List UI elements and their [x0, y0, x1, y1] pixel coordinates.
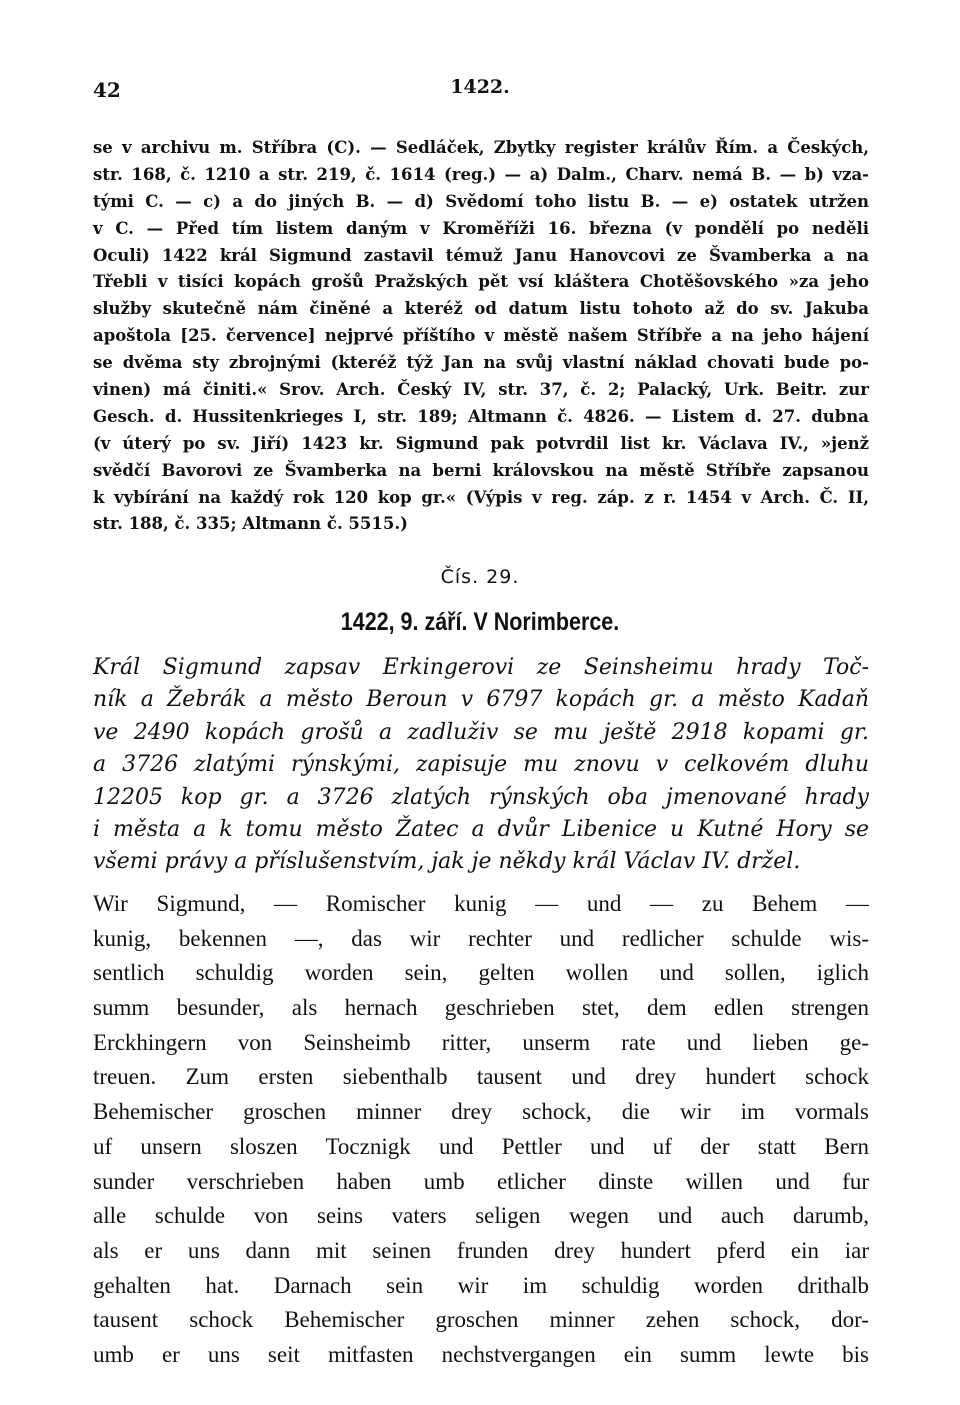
regest-line: ník a Žebrák a město Beroun v 6797 kopách gr. a město Kadaň [93, 687, 869, 713]
note-line: Gesch. d. Hussitenkrieges I, str. 189; Altmann č. 4826. — Listem d. 27. dubna [93, 406, 869, 426]
text-line: als er uns dann mit seinen frunden drey hundert pferd ein iar [93, 1237, 869, 1263]
note-line: apoštola [25. července] nejprvé příštího v městě našem Stříbře a na jeho hájení [93, 326, 869, 346]
note-line: služby skutečně nám činěné a kteréž od datum listu tohoto až do sv. Jakuba [93, 299, 869, 319]
note-line: Oculi) 1422 král Sigmund zastavil témuž Janu Hanovcovi ze Švamberka a na [93, 245, 869, 265]
regest-line: i města a k tomu město Žatec a dvůr Libenice u Kutné Hory se [93, 816, 869, 842]
note-line: tými C. — c) a do jiných B. — d) Svědomí toho listu B. — e) ostatek utržen [93, 191, 869, 211]
note-line: se dvěma sty zbrojnými (kteréž týž Jan na svůj vlastní náklad chovati bude po- [93, 353, 869, 373]
text-line: Wir Sigmund, — Romischer kunig — und — zu Behem — [93, 891, 869, 916]
regest-line: 12205 kop gr. a 3726 zlatých rýnských oba jmenované hrady [93, 784, 869, 810]
text-line: Erckhingern von Seinsheimb ritter, unserm rate und lieben ge- [93, 1029, 869, 1055]
note-line: Třebli v tisíci kopách grošů Pražských pět vsí kláštera Chotěšovského »za jeho [93, 272, 869, 292]
text-line: kunig, bekennen —, das wir rechter und redlicher schulde wis- [93, 925, 869, 951]
text-line: sentlich schuldig worden sein, gelten wollen und sollen, iglich [93, 960, 869, 986]
note-line: k vybírání na každý rok 120 kop gr.« (Výpis v reg. záp. z r. 1454 v Arch. Č. II, [93, 487, 869, 507]
note-line: (v úterý po sv. Jiří) 1423 kr. Sigmund pak potvrdil list kr. Václava IV., »jenž [93, 433, 869, 453]
text-line: gehalten hat. Darnach sein wir im schuldig worden drithalb [93, 1272, 869, 1298]
note-line: str. 168, č. 1210 a str. 219, č. 1614 (reg.) — a) Dalm., Charv. nemá B. — b) vza- [93, 164, 869, 184]
note-line: v C. — Před tím listem daným v Kroměříži 16. března (v pondělí po neděli [93, 218, 869, 238]
charter-text-block [93, 887, 869, 1373]
regest-block [93, 652, 869, 879]
regest-line: a 3726 zlatými rýnskými, zapisuje mu znovu v celkovém dluhu [93, 752, 869, 778]
footnotes-block [93, 135, 869, 538]
text-line: summ besunder, als hernach geschrieben stet, dem edlen strengen [93, 995, 869, 1021]
regest-line: všemi právy a příslušenstvím, jak je někdy král Václav IV. držel. [93, 849, 801, 875]
document-number: Čís. 29. [440, 566, 520, 588]
document-heading: 1422, 9. září. V Norimberce. [340, 608, 620, 636]
regest-line: ve 2490 kopách grošů a zadluživ se mu ještě 2918 kopami gr. [93, 719, 869, 745]
text-line: sunder verschrieben haben umb etlicher dinste willen und fur [93, 1168, 869, 1194]
text-line: alle schulde von seins vaters seligen wegen und auch darumb, [93, 1203, 869, 1229]
page-number: 42 [93, 78, 121, 102]
text-line: uf unsern sloszen Tocznigk und Pettler und uf der statt Bern [93, 1133, 869, 1159]
text-line: tausent schock Behemischer groschen minner zehen schock, dor- [93, 1307, 869, 1333]
note-line: vinen) má činiti.« Srov. Arch. Český IV, str. 37, č. 2; Palacký, Urk. Beitr. zur [93, 380, 869, 400]
running-head: 1422. [450, 76, 510, 98]
regest-line: Král Sigmund zapsav Erkingerovi ze Seinsheimu hrady Toč- [93, 655, 869, 680]
text-line: treuen. Zum ersten siebenthalb tausent und drey hundert schock [93, 1064, 869, 1090]
note-line: svědčí Bavorovi ze Švamberka na berni královskou na městě Stříbře zapsanou [93, 460, 869, 480]
note-line: str. 188, č. 335; Altmann č. 5515.) [93, 514, 408, 534]
note-line: se v archivu m. Stříbra (C). — Sedláček, Zbytky register králův Řím. a Českých, [93, 138, 869, 157]
text-line: umb er uns seit mitfasten nechstvergangen ein summ lewte bis [93, 1341, 869, 1367]
text-line: Behemischer groschen minner drey schock, die wir im vormals [93, 1099, 869, 1125]
